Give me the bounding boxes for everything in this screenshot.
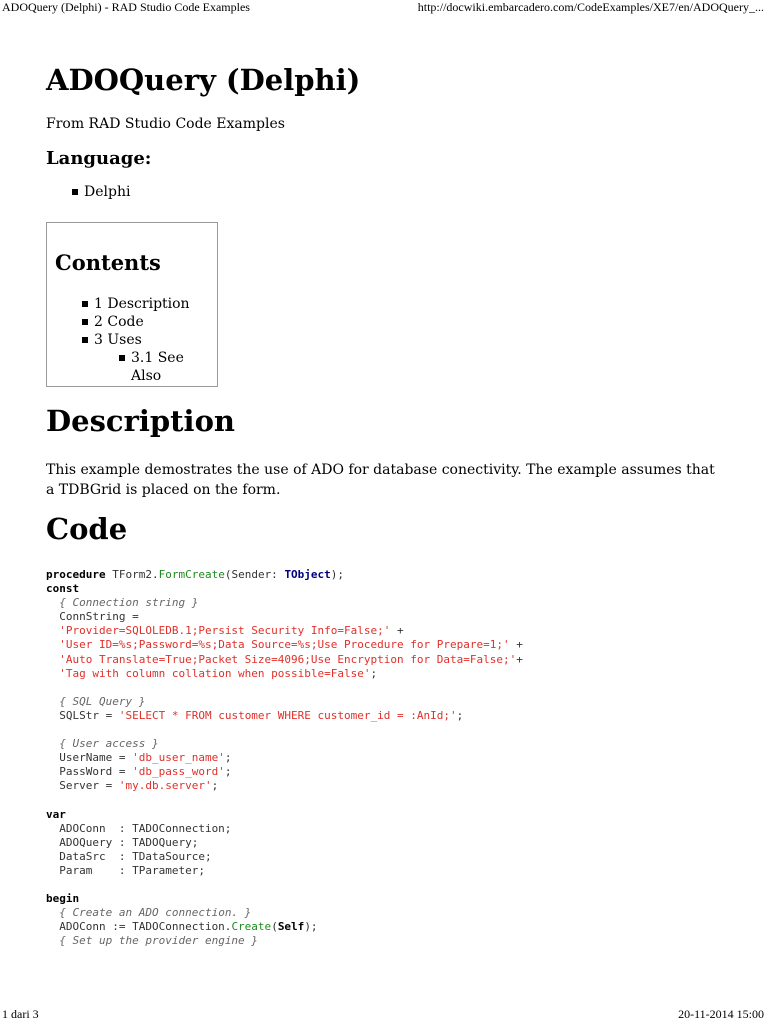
code-line: ADOQuery : TADOQuery; bbox=[46, 835, 199, 849]
print-datetime: 20-11-2014 15:00 bbox=[678, 1007, 764, 1021]
code-block bbox=[46, 568, 523, 949]
code-line: UserName = 'db_user_name'; bbox=[46, 751, 232, 765]
toc-item-see-also[interactable]: 3.1 See Also bbox=[119, 349, 217, 385]
code-line: DataSrc : TDataSource; bbox=[46, 849, 212, 863]
language-list bbox=[72, 183, 746, 201]
description-text: This example demostrates the use of ADO for database conectivity. The example assumes that a TDBGrid is placed on the form. bbox=[46, 462, 715, 498]
header-title: ADOQuery (Delphi) - RAD Studio Code Examples bbox=[2, 0, 250, 14]
code-line: { User access } bbox=[59, 737, 159, 751]
code-line: ADOConn : TADOConnection; bbox=[46, 821, 232, 835]
code-line: Param : TParameter; bbox=[46, 863, 205, 877]
print-header bbox=[2, 0, 764, 16]
toc-item-uses bbox=[82, 331, 217, 385]
code-line: begin bbox=[46, 892, 80, 906]
toc-title: Contents bbox=[55, 250, 161, 275]
toc-item-uses-label[interactable]: 3 Uses bbox=[94, 332, 142, 348]
code-line: SQLStr = 'SELECT * FROM customer WHERE customer_id = :AnId;'; bbox=[46, 708, 464, 722]
main-content bbox=[46, 60, 746, 201]
code-line: 'Provider=SQLOLEDB.1;Persist Security Info=False;' + bbox=[59, 624, 404, 638]
toc-item-description[interactable]: 1 Description bbox=[82, 295, 217, 313]
code-line: 'Auto Translate=True;Packet Size=4096;Use Encryption for Data=False;'+ bbox=[59, 652, 523, 666]
code-line: ADOConn := TADOConnection.Create(Self); bbox=[46, 920, 318, 934]
code-line: const bbox=[46, 582, 80, 596]
code-heading: Code bbox=[46, 512, 128, 546]
code-line: { SQL Query } bbox=[59, 694, 146, 708]
toc-list bbox=[82, 295, 217, 385]
page-title: ADOQuery (Delphi) bbox=[46, 63, 361, 97]
page-subtitle: From RAD Studio Code Examples bbox=[46, 116, 285, 132]
code-line: 'Tag with column collation when possible=False'; bbox=[59, 666, 378, 680]
code-line: { Connection string } bbox=[59, 596, 199, 610]
toc-item-code[interactable]: 2 Code bbox=[82, 313, 217, 331]
print-footer bbox=[0, 1008, 764, 1024]
toc-sublist bbox=[119, 349, 217, 385]
code-line: Server = 'my.db.server'; bbox=[46, 779, 219, 793]
code-line: { Set up the provider engine } bbox=[59, 934, 258, 948]
description-heading: Description bbox=[46, 404, 235, 438]
table-of-contents bbox=[46, 222, 218, 387]
language-item-delphi[interactable]: Delphi bbox=[72, 183, 746, 201]
code-line: ConnString = bbox=[46, 610, 139, 624]
page-indicator: 1 dari 3 bbox=[2, 1007, 39, 1021]
code-line: { Create an ADO connection. } bbox=[59, 906, 252, 920]
language-heading: Language: bbox=[46, 148, 152, 169]
code-line: procedure TForm2.FormCreate(Sender: TObject); bbox=[46, 568, 345, 581]
code-line: PassWord = 'db_pass_word'; bbox=[46, 765, 232, 779]
code-line: var bbox=[46, 807, 66, 821]
header-url[interactable]: http://docwiki.embarcadero.com/CodeExamples/XE7/en/ADOQuery_... bbox=[417, 0, 764, 14]
code-line: 'User ID=%s;Password=%s;Data Source=%s;Use Procedure for Prepare=1;' + bbox=[59, 638, 523, 652]
